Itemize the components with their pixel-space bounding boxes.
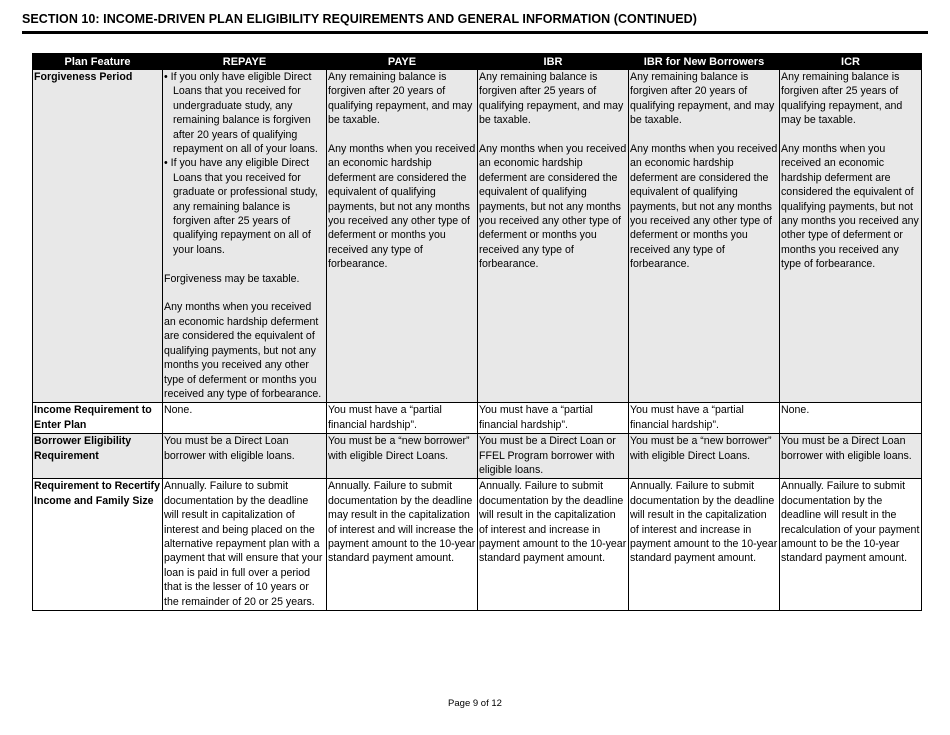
cell-icr [780, 70, 922, 403]
column-header-plan-feature: Plan Feature [33, 54, 163, 70]
ibrnew-deferment-text: Any months when you received an economic hardship deferment are considered the equivalent of qualifying payments, but not any months you received any other type of deferment or months you received any type of forbearance. [630, 143, 778, 271]
column-header-ibr-new-borrowers: IBR for New Borrowers [629, 54, 780, 70]
paye-deferment-text: Any months when you received an economic hardship deferment are considered the equivalent of qualifying payments, but not any months you received any other type of deferment or months you received any type of forbearance. [328, 143, 476, 271]
cell-ibr-new [629, 70, 780, 403]
paye-forgiveness-text: Any remaining balance is forgiven after 20 years of qualifying repayment, and may be taxable. [328, 71, 473, 127]
repaye-bullet-undergraduate: • If you only have eligible Direct Loans that you received for undergraduate study, any remaining balance is forgiven after 20 years of qualifying repayment on all of your loans. [164, 71, 318, 156]
cell-repaye: None. [163, 403, 327, 434]
cell-ibr: You must have a “partial financial hardship”. [478, 403, 629, 434]
icr-forgiveness-text: Any remaining balance is forgiven after 25 years of qualifying repayment, and may be taxable. [781, 71, 903, 127]
cell-icr: None. [780, 403, 922, 434]
cell-ibr-new: You must be a “new borrower” with eligible Direct Loans. [629, 434, 780, 479]
cell-ibr [478, 70, 629, 403]
cell-ibr-new: Annually. Failure to submit documentation by the deadline will result in the capitalization of interest and increase in payment amount to the 10-year standard payment amount. [629, 479, 780, 611]
cell-icr: You must be a Direct Loan borrower with eligible loans. [780, 434, 922, 479]
icr-deferment-text: Any months when you received an economic hardship deferment are considered the equivalent of qualifying payments, but not any months you received any other type of deferment or months you received any type of forbearance. [781, 143, 919, 271]
feature-label: Forgiveness Period [33, 70, 163, 403]
repaye-taxable-note: Forgiveness may be taxable. [164, 272, 300, 285]
ibr-forgiveness-text: Any remaining balance is forgiven after 25 years of qualifying repayment, and may be taxable. [479, 71, 624, 127]
page-number: Page 9 of 12 [448, 698, 502, 709]
table-header-row [33, 54, 922, 70]
plan-comparison-table [32, 53, 922, 611]
cell-repaye: Annually. Failure to submit documentation by the deadline will result in capitalization of interest and being placed on the alternative repayment plan with a payment that will ensure that your loan is paid in full over a period that is the lesser of 10 years or the remainder of 20 or 25 years. [163, 479, 327, 611]
feature-label: Income Requirement to Enter Plan [33, 403, 163, 434]
row-borrower-eligibility [33, 434, 922, 479]
cell-ibr: Annually. Failure to submit documentation by the deadline will result in the capitalization of interest and increase in payment amount to the 10-year standard payment amount. [478, 479, 629, 611]
cell-ibr-new: You must have a “partial financial hardship”. [629, 403, 780, 434]
feature-label: Requirement to Recertify Income and Family Size [33, 479, 163, 611]
column-header-paye: PAYE [327, 54, 478, 70]
cell-repaye [163, 70, 327, 403]
row-forgiveness-period [33, 70, 922, 403]
repaye-bullet-graduate: • If you have any eligible Direct Loans that you received for graduate or professional study, any remaining balance is forgiven after 25 years of qualifying repayment on all of your loans. [164, 157, 318, 256]
cell-paye [327, 70, 478, 403]
feature-label: Borrower Eligibility Requirement [33, 434, 163, 479]
repaye-deferment-note: Any months when you received an economic hardship deferment are considered the equivalent of qualifying payments, but not any months you received any other type of deferment or months you received any type of forbearance. [164, 301, 322, 400]
cell-paye: Annually. Failure to submit documentation by the deadline may result in the capitalization of interest and will increase the payment amount to the 10-year standard payment amount. [327, 479, 478, 611]
ibrnew-forgiveness-text: Any remaining balance is forgiven after 20 years of qualifying repayment, and may be taxable. [630, 71, 775, 127]
row-recertify-requirement [33, 479, 922, 611]
cell-paye: You must have a “partial financial hardship”. [327, 403, 478, 434]
row-income-requirement [33, 403, 922, 434]
column-header-repaye: REPAYE [163, 54, 327, 70]
cell-ibr: You must be a Direct Loan or FFEL Program borrower with eligible loans. [478, 434, 629, 479]
cell-repaye: You must be a Direct Loan borrower with eligible loans. [163, 434, 327, 479]
ibr-deferment-text: Any months when you received an economic hardship deferment are considered the equivalent of qualifying payments, but not any months you received any other type of deferment or months you received any type of forbearance. [479, 143, 627, 271]
column-header-ibr: IBR [478, 54, 629, 70]
cell-paye: You must be a “new borrower” with eligible Direct Loans. [327, 434, 478, 479]
column-header-icr: ICR [780, 54, 922, 70]
cell-icr: Annually. Failure to submit documentation by the deadline will result in the recalculation of your payment amount to be the 10-year standard payment amount. [780, 479, 922, 611]
section-title: SECTION 10: INCOME-DRIVEN PLAN ELIGIBILITY REQUIREMENTS AND GENERAL INFORMATION (CONTINUED) [22, 12, 928, 34]
